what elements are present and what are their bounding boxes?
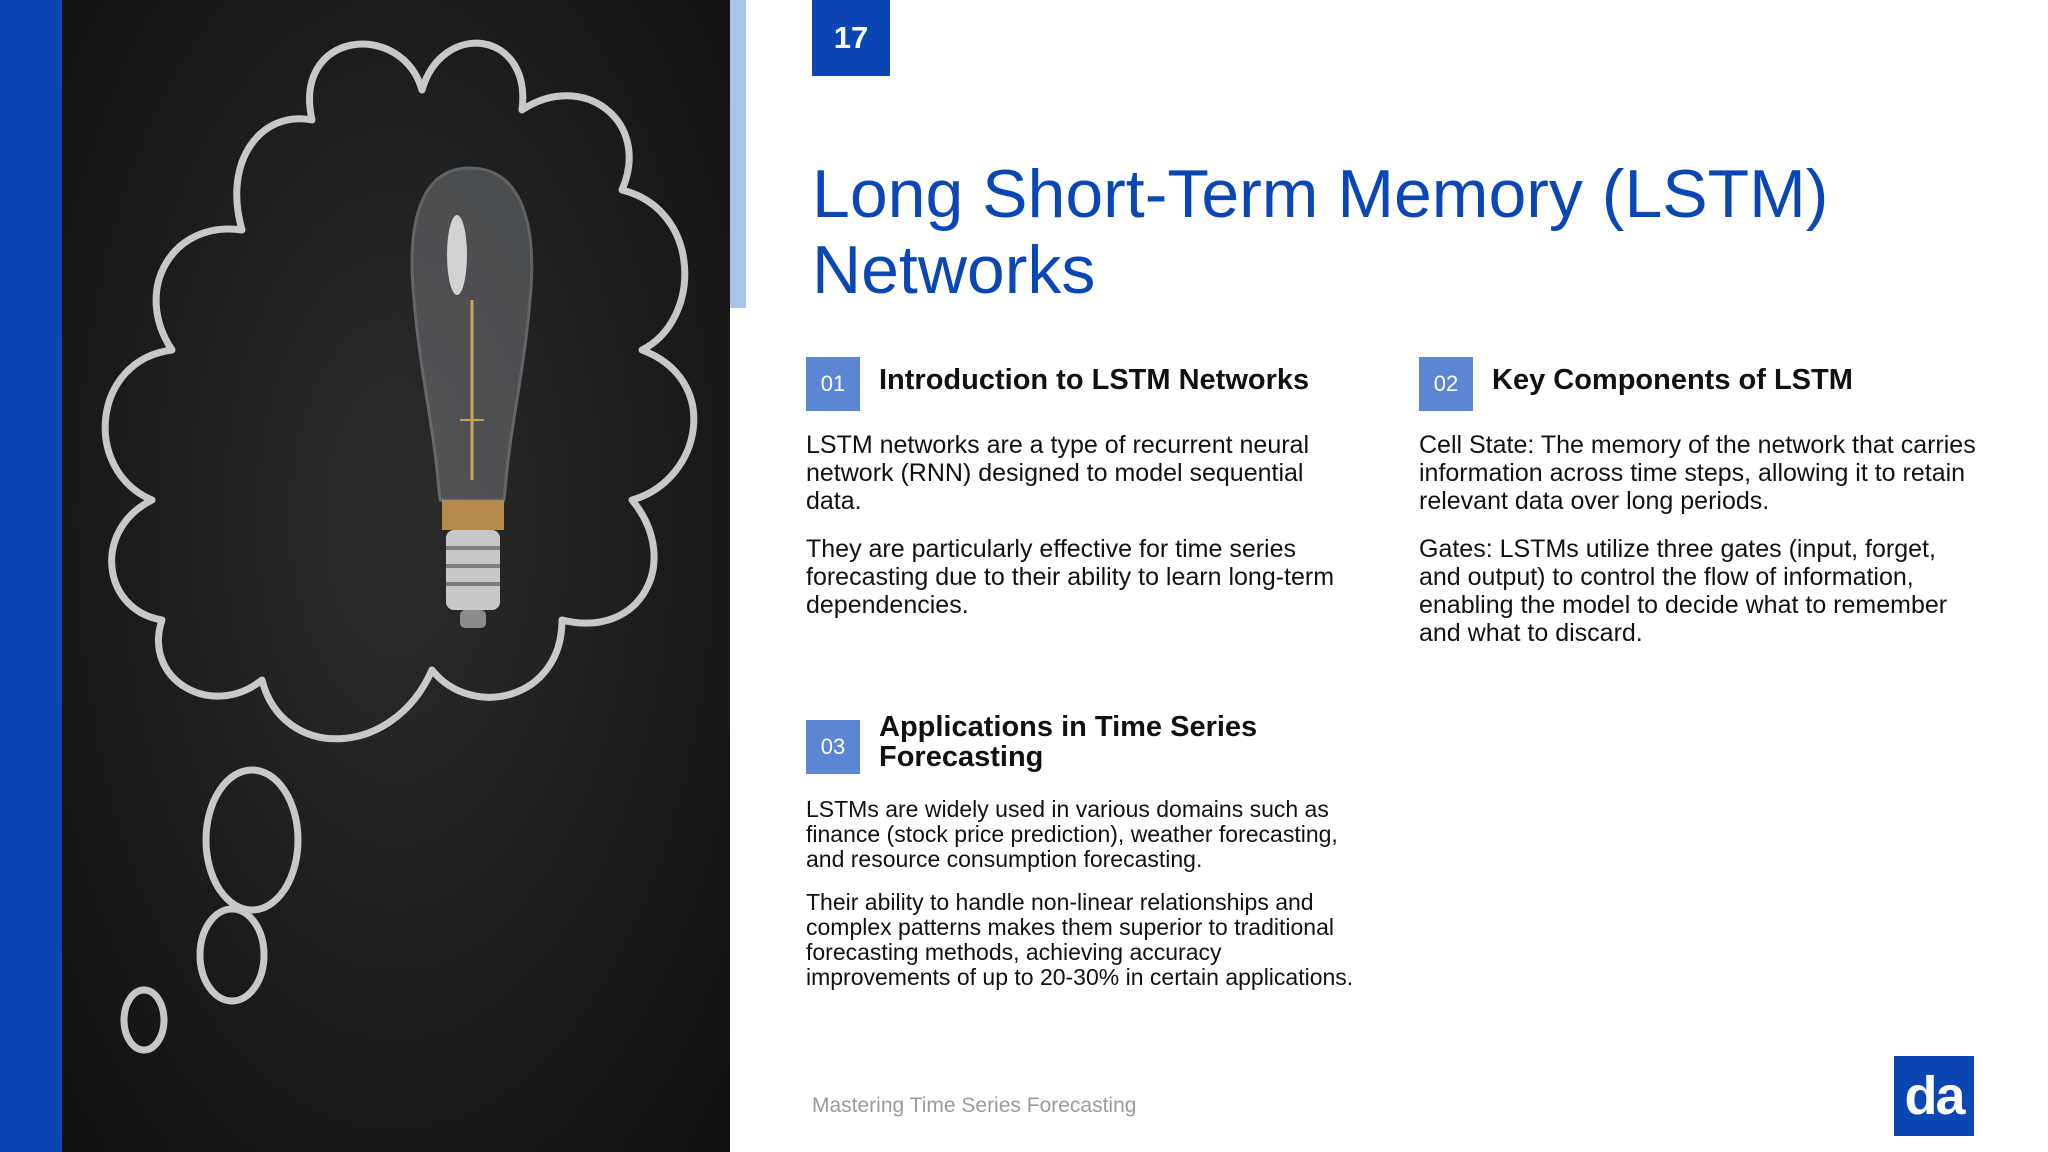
section-heading: Key Components of LSTM [1492, 364, 1853, 396]
brand-logo: da [1894, 1056, 1974, 1136]
chalkboard-lightbulb-image [62, 0, 730, 1152]
section-paragraph: Gates: LSTMs utilize three gates (input, forget, and output) to control the flow of information, enabling the model to decide what to remember and what to discard. [1419, 535, 1948, 647]
section-paragraph: LSTMs are widely used in various domains such as finance (stock price prediction), weather forecasting, and resource consumption forecasting. [806, 796, 1338, 872]
section-paragraph: LSTM networks are a type of recurrent neural network (RNN) designed to model sequential data. [806, 431, 1310, 515]
section-paragraph: Cell State: The memory of the network that carries information across time steps, allowing it to retain relevant data over long periods. [1419, 431, 1976, 515]
accent-bar [730, 0, 746, 308]
lightbulb-thought-illustration [62, 0, 730, 1152]
section-paragraph: They are particularly effective for time series forecasting due to their ability to learn long-term dependencies. [806, 535, 1335, 619]
section-heading: Applications in Time Series Forecasting [879, 711, 1258, 773]
section-paragraph: Their ability to handle non-linear relationships and complex patterns makes them superior to traditional forecasting methods, achieving accuracy improvements of up to 20-30% in certain applications. [806, 889, 1354, 990]
left-accent-strip [0, 0, 62, 1152]
section-number-badge: 01 [806, 357, 860, 411]
footer-text: Mastering Time Series Forecasting [812, 1094, 1137, 1117]
section-number-badge: 02 [1419, 357, 1473, 411]
section-number-badge: 03 [806, 720, 860, 774]
section-heading: Introduction to LSTM Networks [879, 364, 1310, 396]
slide-title: Long Short-Term Memory (LSTM) Networks [812, 156, 1829, 308]
slide-number-badge: 17 [812, 0, 890, 76]
